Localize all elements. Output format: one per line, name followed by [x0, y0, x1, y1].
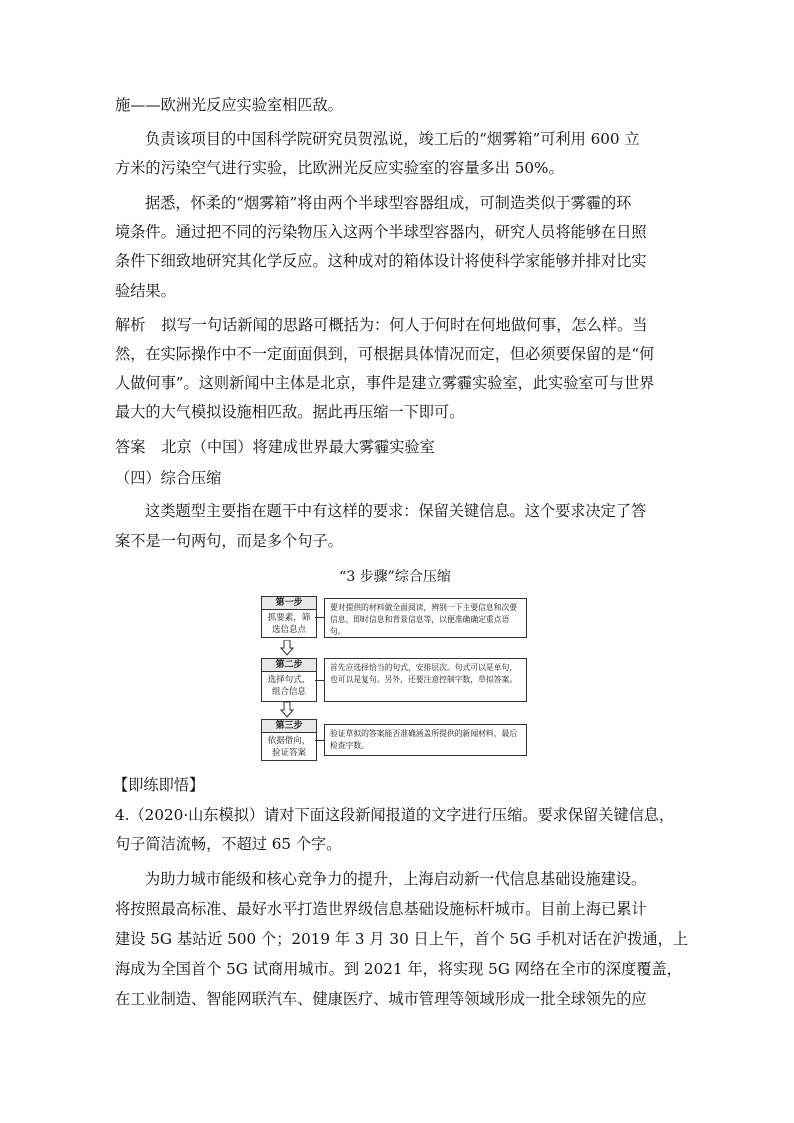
- analysis-text: 拟写一句话新闻的思路可概括为：何人于何时在何地做何事，怎么样。当: [161, 316, 648, 334]
- paragraph-line: 这类题型主要指在题干中有这样的要求：保留关键信息。这个要求决定了答: [145, 502, 647, 520]
- answer-label: 答案: [115, 438, 146, 456]
- paragraph-line: 然，在实际操作中不一定面面俱到，可根据具体情况而定，但必须要保留的是“何: [115, 345, 655, 363]
- step-1-body-line: 抓要素，筛: [267, 613, 311, 623]
- paragraph-line: 条件下细致地研究其化学反应。这种成对的箱体设计将使科学家能够并排对比实: [115, 252, 647, 270]
- step-2-head: 第二步: [262, 659, 316, 672]
- step-2-body: [262, 672, 316, 700]
- step-2-description: 首先应选择恰当的句式，安排层次。句式可以是单句，也可以是复句。另外，还要注意控制字数，草拟答案。: [324, 658, 527, 702]
- practice-title: 【即练即悟】: [113, 776, 205, 794]
- arrow-down-icon: [280, 640, 294, 656]
- step-3-body: [262, 733, 316, 761]
- paragraph-line: 负责该项目的中国科学院研究员贺泓说，竣工后的“烟雾箱”可利用 600 立: [145, 130, 640, 148]
- step-3-head: 第三步: [262, 720, 316, 733]
- question-line: 4.（2020·山东模拟）请对下面这段新闻报道的文字进行压缩。要求保留关键信息，: [115, 806, 675, 824]
- step-2-body-line: 选择句式，: [267, 675, 311, 685]
- section-title: （四）综合压缩: [115, 469, 222, 487]
- paragraph-line: 据悉，怀柔的“烟雾箱”将由两个半球型容器组成，可制造类似于雾霾的环: [145, 194, 632, 212]
- news-line: 为助力城市能级和核心竞争力的提升，上海启动新一代信息基础设施建设。: [145, 870, 647, 888]
- paragraph-line: 人做何事”。这则新闻中主体是北京，事件是建立雾霾实验室，此实验室可与世界: [115, 374, 655, 392]
- paragraph-line: 验结果。: [115, 282, 176, 300]
- news-line: 在工业制造、智能网联汽车、健康医疗、城市管理等领域形成一批全球领先的应: [115, 990, 647, 1008]
- step-2-body-line: 组合信息: [271, 687, 306, 697]
- question-line: 句子简洁流畅，不超过 65 个字。: [115, 835, 342, 853]
- step-3-body-line: 验证答案: [271, 748, 306, 758]
- step-1-body-line: 选信息点: [271, 625, 306, 635]
- connector-line: [315, 740, 324, 741]
- answer-line: [115, 436, 680, 458]
- paragraph-line: 案不是一句两句，而是多个句子。: [115, 532, 343, 550]
- analysis-line: [115, 314, 680, 336]
- connector-line: [315, 680, 324, 681]
- step-1-body: [262, 610, 316, 638]
- paragraph-line: 方米的污染空气进行实验，比欧洲光反应实验室的容量多出 50%。: [115, 159, 564, 177]
- paragraph-line: 境条件。通过把不同的污染物压入这两个半球型容器内，研究人员将能够在日照: [115, 223, 647, 241]
- connector-line: [315, 617, 324, 618]
- step-1-head: 第一步: [262, 597, 316, 610]
- step-1-description: 要对提供的材料做全面阅读，辨别一下主要信息和次要信息，即时信息和背景信息等，以便准确确定重点语句。: [324, 598, 527, 638]
- answer-text: 北京（中国）将建成世界最大雾霾实验室: [161, 438, 435, 456]
- step-2-box: [261, 658, 317, 702]
- step-3-body-line: 依据借向，: [267, 736, 311, 746]
- arrow-down-icon: [280, 702, 294, 718]
- paragraph-line: 施——欧洲光反应实验室相匹敌。: [115, 96, 343, 114]
- paragraph-line: 最大的大气模拟设施相匹敌。据此再压缩一下即可。: [115, 403, 465, 421]
- analysis-label: 解析: [115, 316, 146, 334]
- news-line: 将按照最高标准、最好水平打造世界级信息基础设施标杆城市。目前上海已累计: [115, 900, 647, 918]
- step-1-box: [261, 596, 317, 638]
- step-3-description: 验证草拟的答案能否准确涵盖所提供的新闻材料，最后检查字数。: [324, 724, 527, 756]
- diagram-title: “3 步骤”综合压缩: [339, 569, 451, 585]
- step-3-box: [261, 719, 317, 761]
- news-line: 建设 5G 基站近 500 个；2019 年 3 月 30 日上午，首个 5G 手机对话在沪拨通，上: [115, 930, 689, 948]
- news-line: 海成为全国首个 5G 试商用城市。到 2021 年，将实现 5G 网络在全市的深度覆盖，: [115, 960, 682, 978]
